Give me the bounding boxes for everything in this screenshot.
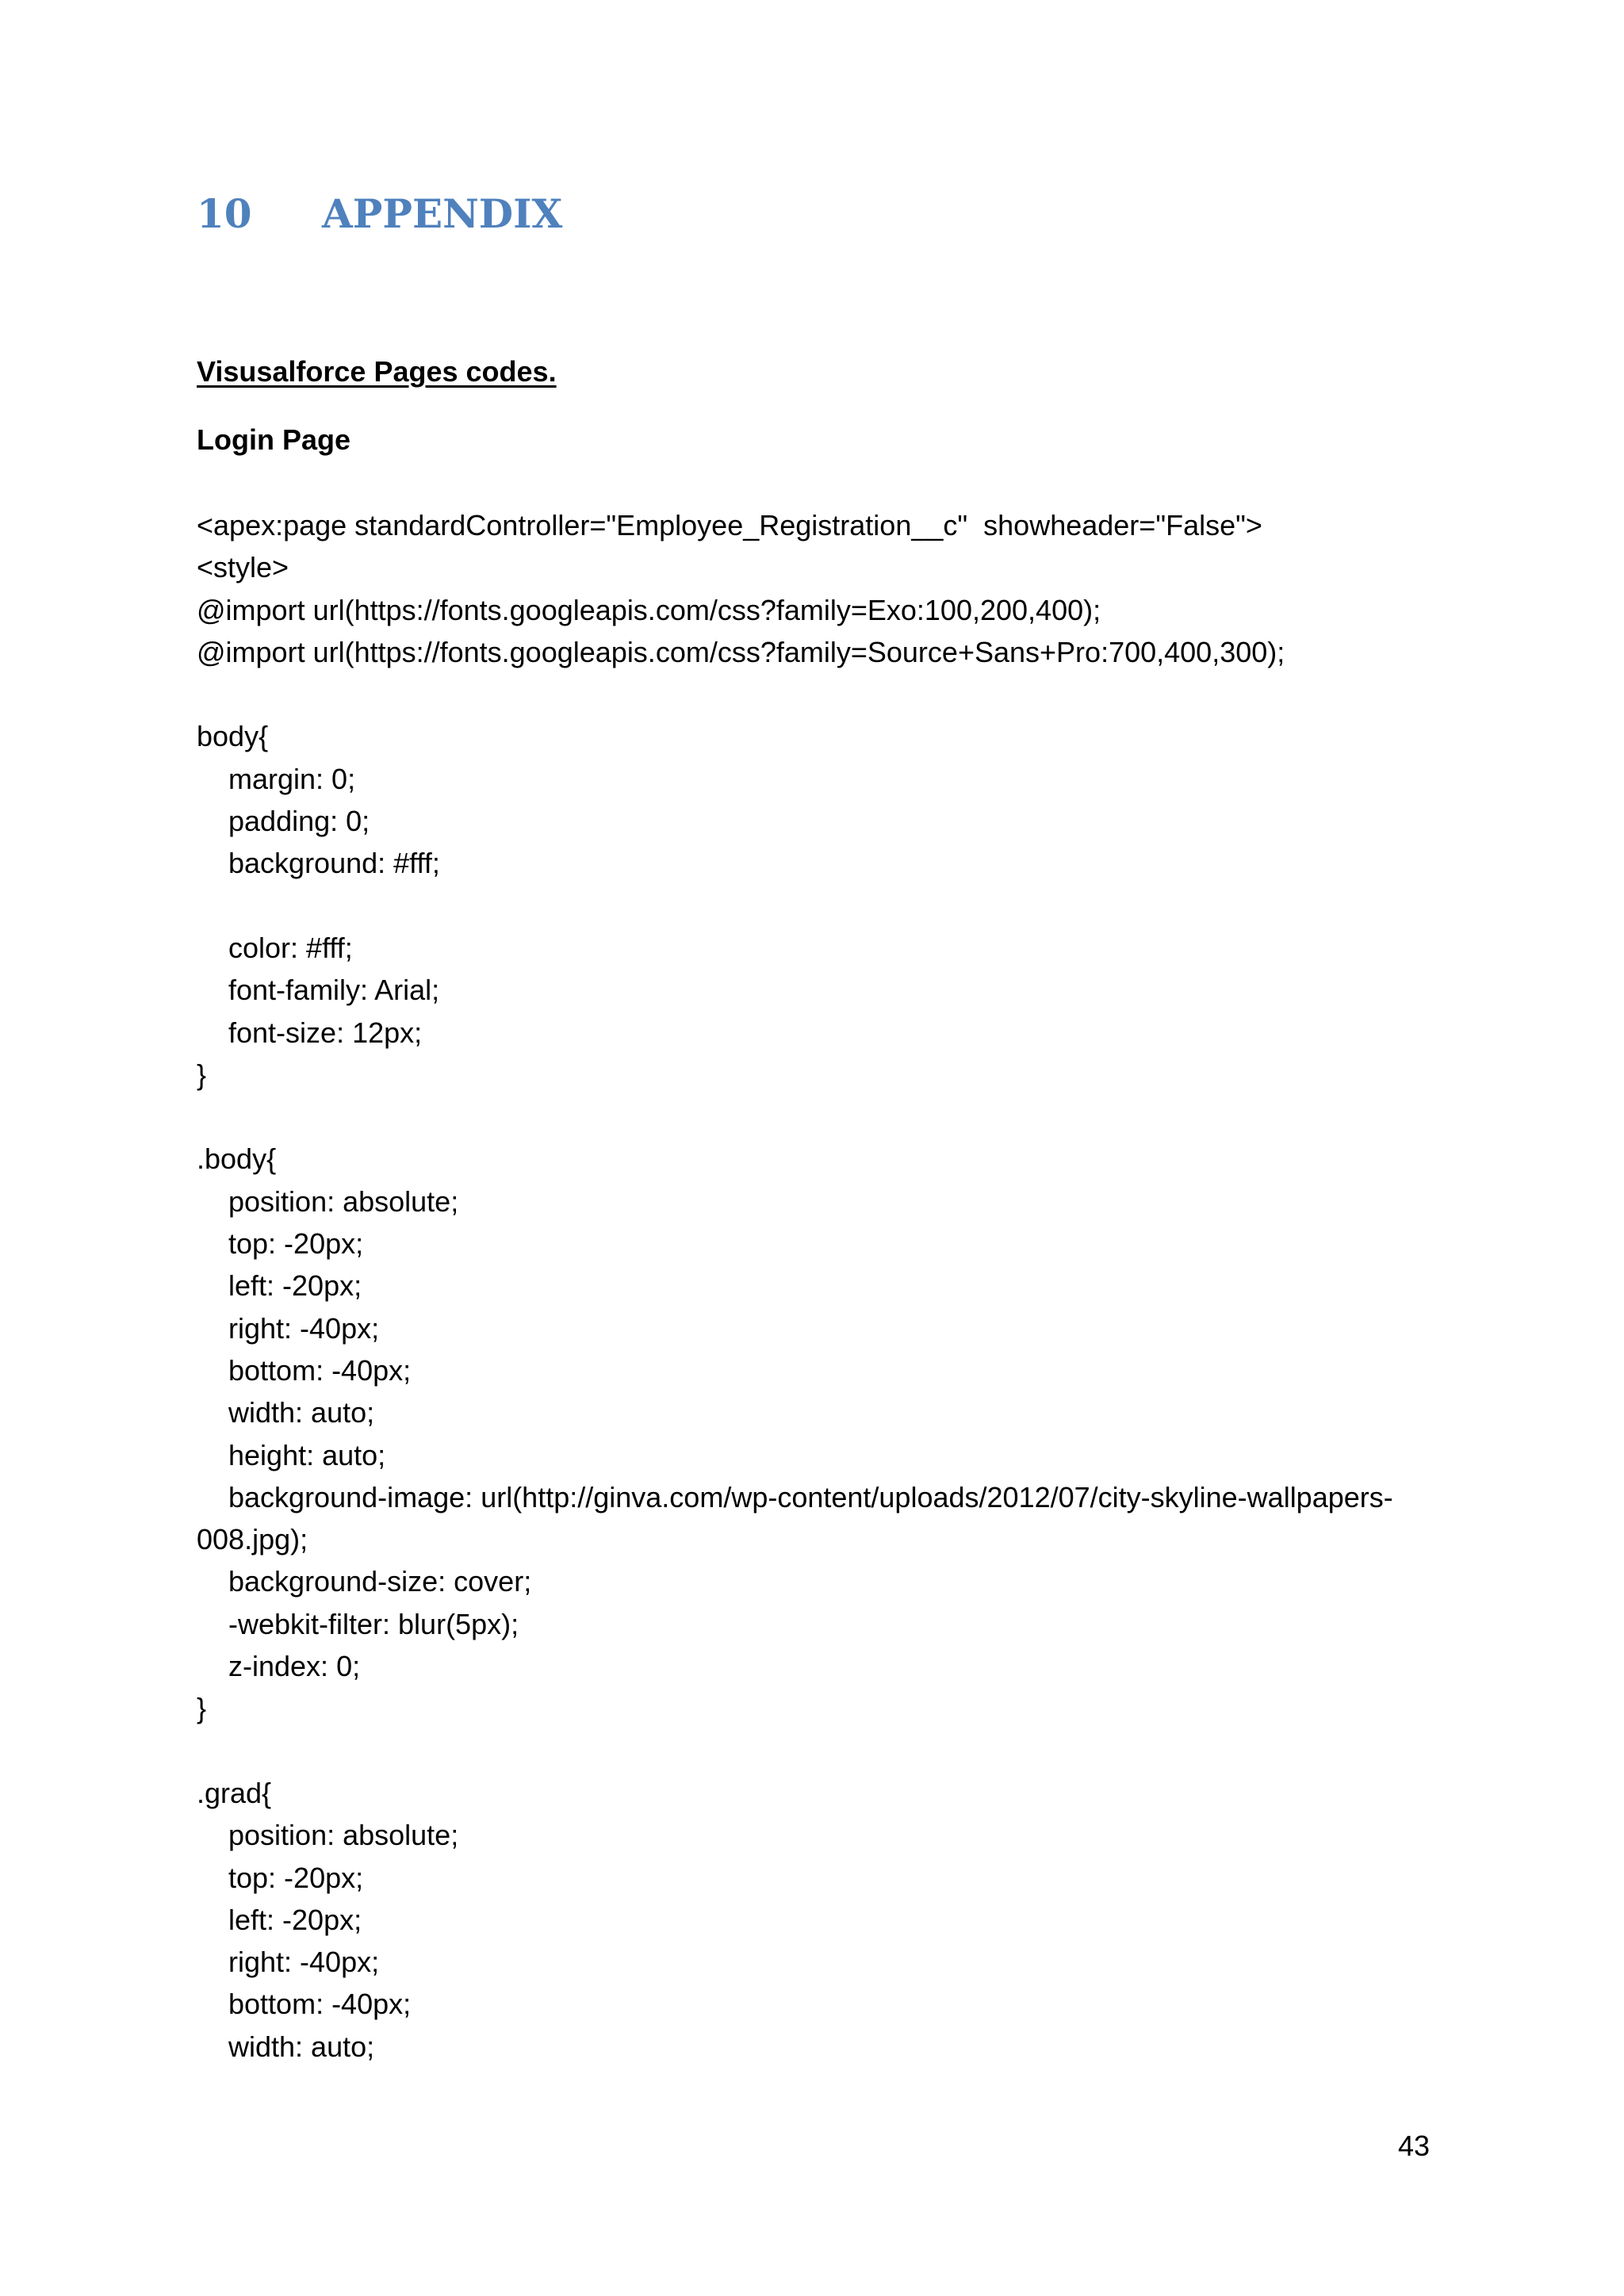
code-line: z-index: 0; [197,1650,361,1683]
code-line: position: absolute; [197,1184,459,1218]
code-line: top: -20px; [197,1861,364,1894]
code-line: top: -20px; [197,1227,364,1261]
code-line: <apex:page standardController="Employee_Registration__c" showheader="False"> [197,509,1262,541]
code-line: background-size: cover; [197,1565,532,1598]
code-line: margin: 0; [197,762,356,795]
code-line [197,1730,1450,1772]
code-line: background: #fff; [197,847,440,880]
code-line: } [197,1058,207,1091]
code-line [197,1096,1450,1138]
code-line [197,673,1450,715]
code-line: left: -20px; [197,1269,362,1303]
code-line [197,885,1450,927]
code-line: <style> [197,551,289,584]
code-line: right: -40px; [197,1311,380,1345]
page-number: 43 [1397,2130,1430,2162]
code-line: color: #fff; [197,931,353,964]
code-line: left: -20px; [197,1903,362,1936]
code-line: padding: 0; [197,805,370,838]
code-listing [197,504,1450,2068]
code-line: font-family: Arial; [197,974,440,1007]
code-line: -webkit-filter: blur(5px); [197,1607,519,1640]
code-line: width: auto; [197,1396,375,1429]
code-line: 008.jpg); [197,1523,308,1556]
code-line: bottom: -40px; [197,1988,412,2021]
code-line: height: auto; [197,1438,386,1471]
code-line: right: -40px; [197,1946,380,1979]
sub-title: Login Page [197,423,351,456]
code-line: .grad{ [197,1776,272,1809]
section-title: Visusalforce Pages codes. [197,355,557,388]
code-line: .body{ [197,1142,277,1176]
code-line: background-image: url(http://ginva.com/wp-content/uploads/2012/07/city-skyline-wallpapers- [197,1480,1393,1513]
chapter-heading [197,190,562,237]
code-line: body{ [197,720,269,753]
code-line: width: auto; [197,2030,375,2063]
chapter-number: 10 [197,190,252,237]
code-line: } [197,1692,207,1725]
code-line: bottom: -40px; [197,1353,412,1387]
code-line: @import url(https://fonts.googleapis.com/css?family=Source+Sans+Pro:700,400,300); [197,635,1285,668]
chapter-title: APPENDIX [322,190,563,237]
code-line: @import url(https://fonts.googleapis.com/css?family=Exo:100,200,400); [197,593,1101,626]
code-line: font-size: 12px; [197,1016,423,1049]
code-line: position: absolute; [197,1819,459,1852]
